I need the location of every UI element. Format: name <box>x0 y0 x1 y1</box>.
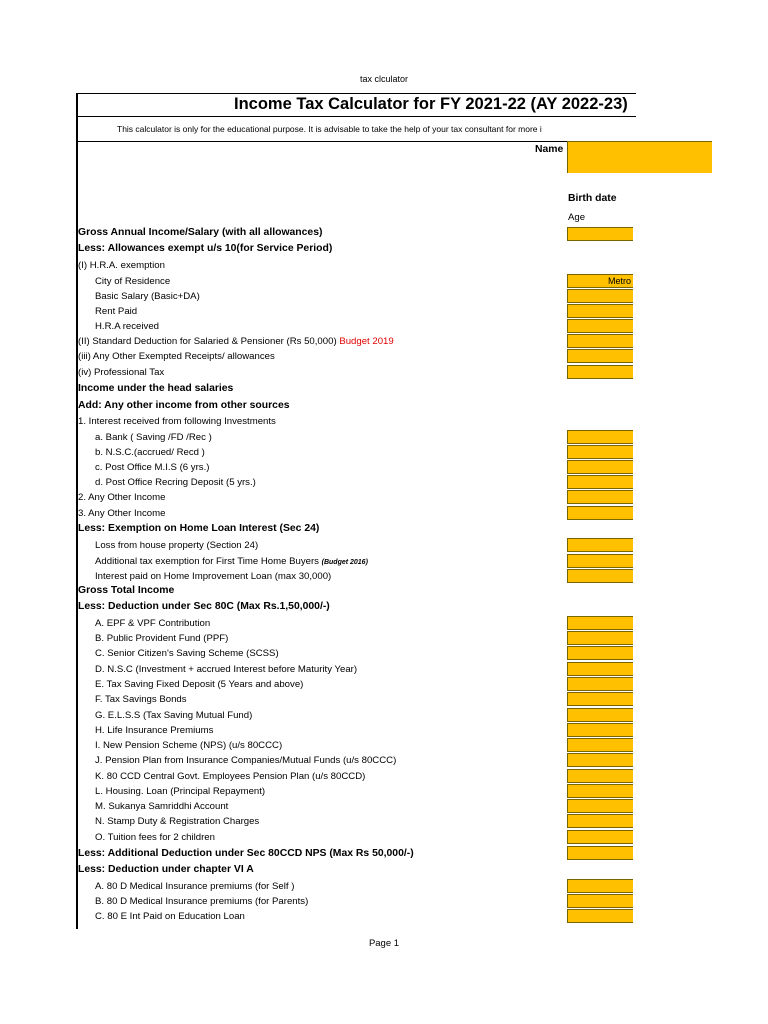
input-rent-paid[interactable] <box>567 304 633 318</box>
row-80c-g: G. E.L.S.S (Tax Saving Mutual Fund) <box>95 710 253 721</box>
input-via-a[interactable] <box>567 879 633 893</box>
input-80c-n[interactable] <box>567 814 633 828</box>
input-80c-d[interactable] <box>567 662 633 676</box>
row-gross-annual: Gross Annual Income/Salary (with all allowances) <box>78 227 323 238</box>
name-label: Name <box>535 144 564 155</box>
row-gross-total: Gross Total Income <box>78 585 175 596</box>
row-80c-j: J. Pension Plan from Insurance Companies/Mutual Funds (u/s 80CCC) <box>95 755 397 766</box>
row-hra-exemption: (I) H.R.A. exemption <box>78 260 165 271</box>
row-80c-h: H. Life Insurance Premiums <box>95 725 214 736</box>
row-less-via: Less: Deduction under chapter VI A <box>78 864 254 875</box>
row-professional-tax: (iv) Professional Tax <box>78 367 165 378</box>
row-80c-f: F. Tax Savings Bonds <box>95 694 187 705</box>
first-home-label: Additional tax exemption for First Time Home Buyers <box>95 556 319 567</box>
first-home-budget: (Budget 2016) <box>321 559 368 566</box>
input-nsc[interactable] <box>567 445 633 459</box>
row-80c-o: O. Tuition fees for 2 children <box>95 832 215 843</box>
input-city[interactable]: Metro <box>567 274 633 288</box>
row-other-exempted: (iii) Any Other Exempted Receipts/ allowances <box>78 351 275 362</box>
input-professional-tax[interactable] <box>567 365 633 379</box>
input-bank[interactable] <box>567 430 633 444</box>
row-home-improvement: Interest paid on Home Improvement Loan (max 30,000) <box>95 571 332 582</box>
input-80ccd[interactable] <box>567 846 633 860</box>
row-interest-received: 1. Interest received from following Investments <box>78 416 276 427</box>
input-80c-f[interactable] <box>567 692 633 706</box>
input-hra-received[interactable] <box>567 319 633 333</box>
row-nsc: b. N.S.C.(accrued/ Recd ) <box>95 447 205 458</box>
input-80c-a[interactable] <box>567 616 633 630</box>
input-gross-annual[interactable] <box>567 227 633 241</box>
input-basic-salary[interactable] <box>567 289 633 303</box>
disclaimer-note: This calculator is only for the educational purpose. It is advisable to take the help of your tax consultant for more i <box>117 124 542 134</box>
input-80c-e[interactable] <box>567 677 633 691</box>
input-first-home[interactable] <box>567 554 633 568</box>
row-bank: a. Bank ( Saving /FD /Rec ) <box>95 432 212 443</box>
row-loss-house: Loss from house property (Section 24) <box>95 540 259 551</box>
row-rent-paid: Rent Paid <box>95 306 138 317</box>
name-input[interactable] <box>567 141 712 173</box>
row-80c-n: N. Stamp Duty & Registration Charges <box>95 816 260 827</box>
title-bottom-border <box>76 116 636 117</box>
row-via-b: B. 80 D Medical Insurance premiums (for Parents) <box>95 896 309 907</box>
input-via-c[interactable] <box>567 909 633 923</box>
row-po-rd: d. Post Office Recring Deposit (5 yrs.) <box>95 477 256 488</box>
title-top-border <box>76 93 636 94</box>
input-80c-l[interactable] <box>567 784 633 798</box>
row-via-a: A. 80 D Medical Insurance premiums (for Self ) <box>95 881 295 892</box>
row-less-home-loan: Less: Exemption on Home Loan Interest (Sec 24) <box>78 523 320 534</box>
row-80c-i: I. New Pension Scheme (NPS) (u/s 80CCC) <box>95 740 283 751</box>
input-po-rd[interactable] <box>567 475 633 489</box>
row-income-salaries: Income under the head salaries <box>78 383 234 394</box>
row-any-other-3: 3. Any Other Income <box>78 508 166 519</box>
row-any-other-2: 2. Any Other Income <box>78 492 166 503</box>
row-80c-l: L. Housing. Loan (Principal Repayment) <box>95 786 266 797</box>
page-number: Page 1 <box>368 938 400 949</box>
input-other-exempted[interactable] <box>567 349 633 363</box>
row-less-80ccd: Less: Additional Deduction under Sec 80CCD NPS (Max Rs 50,000/-) <box>78 848 414 859</box>
page-title: Income Tax Calculator for FY 2021-22 (AY 2022-23) <box>234 95 628 113</box>
row-80c-b: B. Public Provident Fund (PPF) <box>95 633 229 644</box>
input-80c-m[interactable] <box>567 799 633 813</box>
row-80c-e: E. Tax Saving Fixed Deposit (5 Years and above) <box>95 679 304 690</box>
input-80c-h[interactable] <box>567 723 633 737</box>
input-80c-c[interactable] <box>567 646 633 660</box>
row-80c-c: C. Senior Citizen's Saving Scheme (SCSS) <box>95 648 279 659</box>
input-any-other-3[interactable] <box>567 506 633 520</box>
row-hra-received: H.R.A received <box>95 321 159 332</box>
row-less-allowances: Less: Allowances exempt u/s 10(for Service Period) <box>78 243 333 254</box>
row-via-c: C. 80 E Int Paid on Education Loan <box>95 911 245 922</box>
input-80c-o[interactable] <box>567 830 633 844</box>
row-add-other: Add: Any other income from other sources <box>78 400 290 411</box>
input-loss-house[interactable] <box>567 538 633 552</box>
row-80c-d: D. N.S.C (Investment + accrued Interest before Maturity Year) <box>95 664 358 675</box>
input-80c-i[interactable] <box>567 738 633 752</box>
input-any-other-2[interactable] <box>567 490 633 504</box>
row-basic-salary: Basic Salary (Basic+DA) <box>95 291 200 302</box>
input-80c-b[interactable] <box>567 631 633 645</box>
input-80c-g[interactable] <box>567 708 633 722</box>
std-deduction-label: (II) Standard Deduction for Salaried & Pensioner (Rs 50,000) <box>78 336 337 347</box>
input-std-deduction[interactable] <box>567 334 633 348</box>
input-80c-k[interactable] <box>567 769 633 783</box>
age-label: Age <box>568 212 586 223</box>
row-first-home <box>95 556 368 569</box>
input-po-mis[interactable] <box>567 460 633 474</box>
sheet-header: tax clculator <box>359 74 409 84</box>
std-deduction-budget: Budget 2019 <box>339 336 394 347</box>
note-bottom-border <box>76 141 567 142</box>
row-80c-a: A. EPF & VPF Contribution <box>95 618 211 629</box>
row-po-mis: c. Post Office M.I.S (6 yrs.) <box>95 462 210 473</box>
input-80c-j[interactable] <box>567 753 633 767</box>
row-std-deduction <box>78 336 394 348</box>
birth-date-label: Birth date <box>568 193 617 204</box>
input-via-b[interactable] <box>567 894 633 908</box>
row-80c-k: K. 80 CCD Central Govt. Employees Pension Plan (u/s 80CCD) <box>95 771 366 782</box>
row-city: City of Residence <box>95 276 171 287</box>
row-80c-m: M. Sukanya Samriddhi Account <box>95 801 229 812</box>
row-less-80c: Less: Deduction under Sec 80C (Max Rs.1,50,000/-) <box>78 601 330 612</box>
input-home-improvement[interactable] <box>567 569 633 583</box>
